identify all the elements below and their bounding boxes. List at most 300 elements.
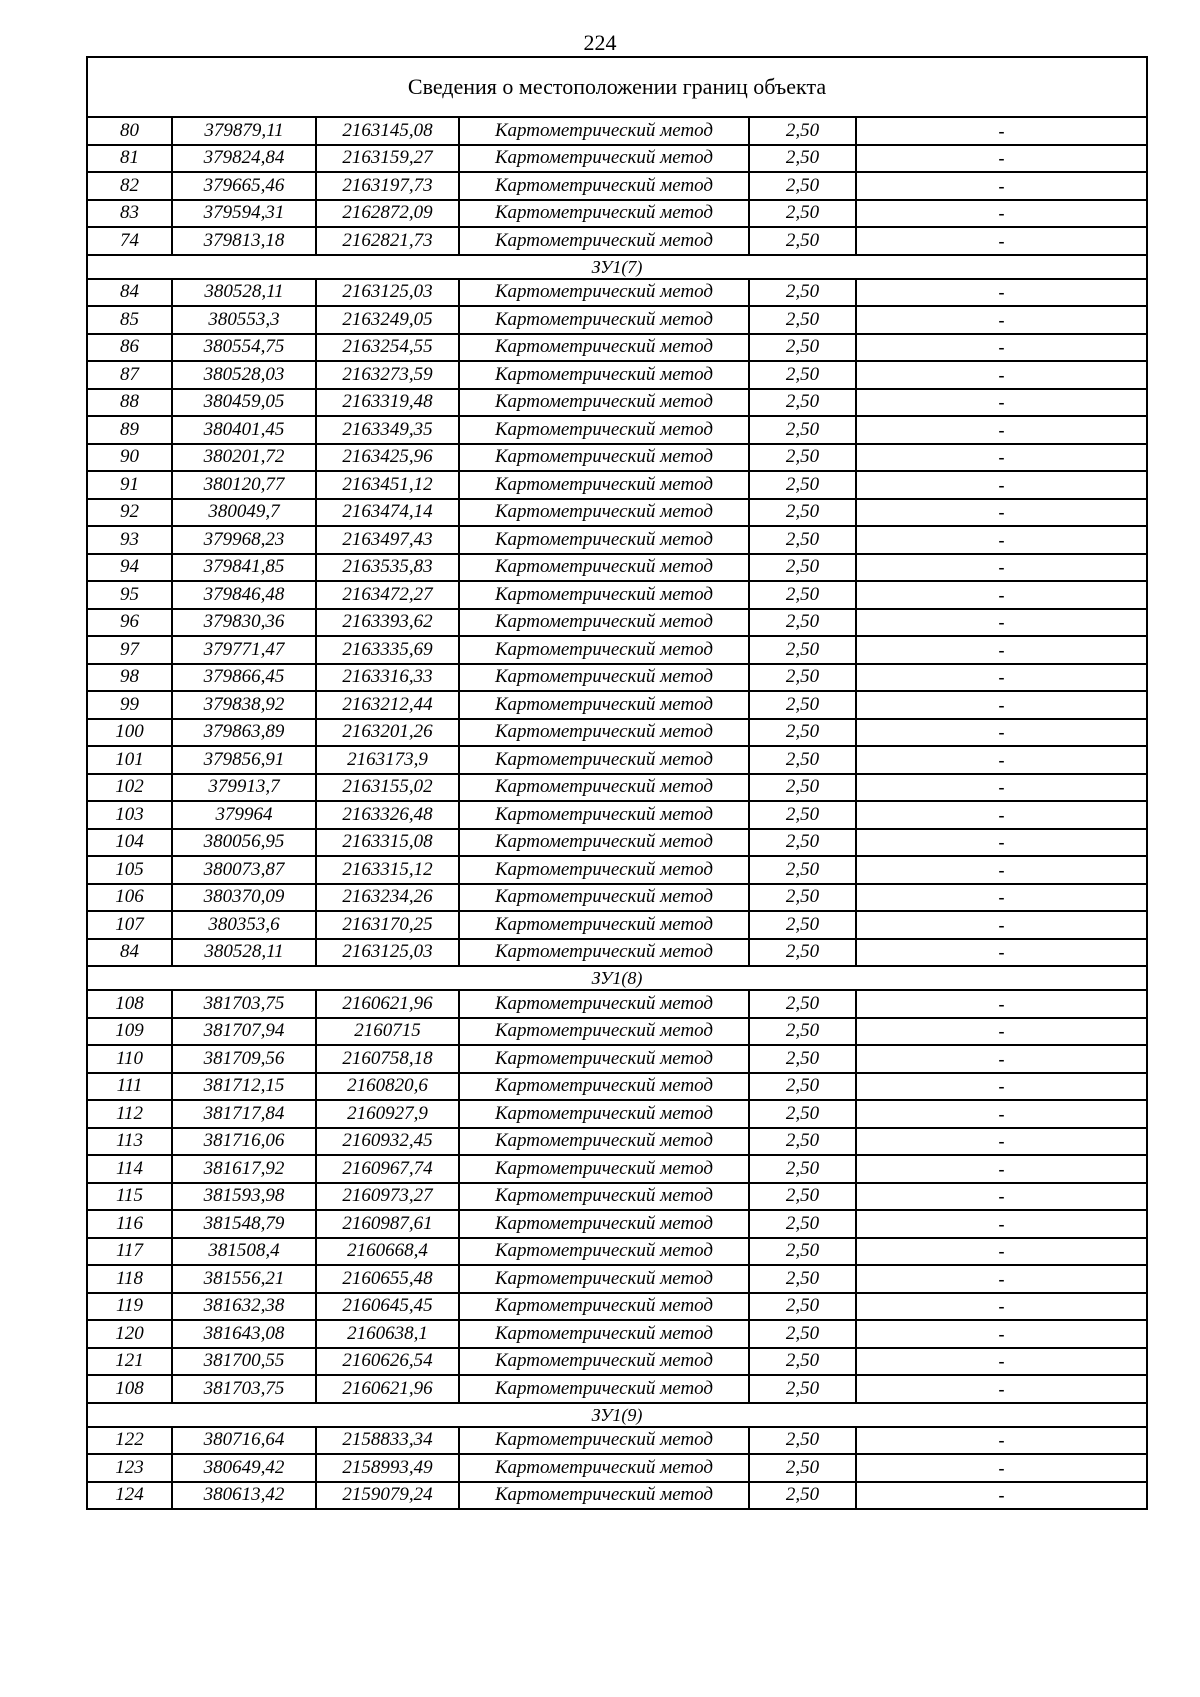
x-coordinate-cell: 379856,91 [172, 746, 316, 774]
table-row [87, 444, 1147, 472]
table-row [87, 746, 1147, 774]
y-coordinate-cell: 2163535,83 [316, 554, 459, 582]
method-cell: Картометрический метод [459, 306, 749, 334]
table-row [87, 361, 1147, 389]
point-number-cell: 110 [87, 1045, 172, 1073]
method-cell: Картометрический метод [459, 1210, 749, 1238]
accuracy-cell: 2,50 [749, 1128, 856, 1156]
x-coordinate-cell: 379866,45 [172, 664, 316, 692]
table-title-row [87, 57, 1147, 117]
table-row [87, 1073, 1147, 1101]
point-number-cell: 100 [87, 719, 172, 747]
note-cell: - [856, 1348, 1147, 1376]
x-coordinate-cell: 381556,21 [172, 1265, 316, 1293]
note-cell: - [856, 334, 1147, 362]
point-number-cell: 89 [87, 416, 172, 444]
y-coordinate-cell: 2163125,03 [316, 279, 459, 307]
method-cell: Картометрический метод [459, 227, 749, 255]
x-coordinate-cell: 379665,46 [172, 172, 316, 200]
note-cell: - [856, 1265, 1147, 1293]
accuracy-cell: 2,50 [749, 172, 856, 200]
table-row [87, 1320, 1147, 1348]
accuracy-cell: 2,50 [749, 1045, 856, 1073]
point-number-cell: 83 [87, 200, 172, 228]
table-row [87, 911, 1147, 939]
method-cell: Картометрический метод [459, 526, 749, 554]
x-coordinate-cell: 380554,75 [172, 334, 316, 362]
method-cell: Картометрический метод [459, 444, 749, 472]
point-number-cell: 109 [87, 1018, 172, 1046]
y-coordinate-cell: 2163159,27 [316, 145, 459, 173]
x-coordinate-cell: 381707,94 [172, 1018, 316, 1046]
table-row [87, 1155, 1147, 1183]
table-row [87, 990, 1147, 1018]
note-cell: - [856, 1128, 1147, 1156]
table-row [87, 172, 1147, 200]
x-coordinate-cell: 381717,84 [172, 1100, 316, 1128]
note-cell: - [856, 1155, 1147, 1183]
point-number-cell: 98 [87, 664, 172, 692]
method-cell: Картометрический метод [459, 719, 749, 747]
x-coordinate-cell: 380049,7 [172, 499, 316, 527]
table-row [87, 1100, 1147, 1128]
section-label: ЗУ1(7) [87, 255, 1147, 279]
accuracy-cell: 2,50 [749, 227, 856, 255]
section-header-row [87, 966, 1147, 990]
x-coordinate-cell: 380716,64 [172, 1427, 316, 1455]
y-coordinate-cell: 2162872,09 [316, 200, 459, 228]
section-label: ЗУ1(8) [87, 966, 1147, 990]
point-number-cell: 95 [87, 581, 172, 609]
point-number-cell: 105 [87, 856, 172, 884]
accuracy-cell: 2,50 [749, 990, 856, 1018]
point-number-cell: 81 [87, 145, 172, 173]
x-coordinate-cell: 381548,79 [172, 1210, 316, 1238]
method-cell: Картометрический метод [459, 691, 749, 719]
table-row [87, 145, 1147, 173]
method-cell: Картометрический метод [459, 990, 749, 1018]
accuracy-cell: 2,50 [749, 609, 856, 637]
y-coordinate-cell: 2163197,73 [316, 172, 459, 200]
method-cell: Картометрический метод [459, 145, 749, 173]
table-row [87, 554, 1147, 582]
point-number-cell: 103 [87, 801, 172, 829]
y-coordinate-cell: 2162821,73 [316, 227, 459, 255]
x-coordinate-cell: 381712,15 [172, 1073, 316, 1101]
accuracy-cell: 2,50 [749, 636, 856, 664]
table-row [87, 526, 1147, 554]
note-cell: - [856, 911, 1147, 939]
method-cell: Картометрический метод [459, 911, 749, 939]
method-cell: Картометрический метод [459, 279, 749, 307]
table-row [87, 389, 1147, 417]
x-coordinate-cell: 379594,31 [172, 200, 316, 228]
method-cell: Картометрический метод [459, 554, 749, 582]
x-coordinate-cell: 379838,92 [172, 691, 316, 719]
table-row [87, 334, 1147, 362]
point-number-cell: 84 [87, 939, 172, 967]
table-row [87, 609, 1147, 637]
x-coordinate-cell: 381593,98 [172, 1183, 316, 1211]
method-cell: Картометрический метод [459, 581, 749, 609]
point-number-cell: 113 [87, 1128, 172, 1156]
point-number-cell: 74 [87, 227, 172, 255]
method-cell: Картометрический метод [459, 1454, 749, 1482]
note-cell: - [856, 774, 1147, 802]
method-cell: Картометрический метод [459, 829, 749, 857]
y-coordinate-cell: 2160758,18 [316, 1045, 459, 1073]
table-row [87, 200, 1147, 228]
y-coordinate-cell: 2160927,9 [316, 1100, 459, 1128]
point-number-cell: 116 [87, 1210, 172, 1238]
method-cell: Картометрический метод [459, 1427, 749, 1455]
y-coordinate-cell: 2160638,1 [316, 1320, 459, 1348]
accuracy-cell: 2,50 [749, 499, 856, 527]
note-cell: - [856, 1183, 1147, 1211]
method-cell: Картометрический метод [459, 609, 749, 637]
point-number-cell: 108 [87, 990, 172, 1018]
note-cell: - [856, 306, 1147, 334]
x-coordinate-cell: 380120,77 [172, 471, 316, 499]
note-cell: - [856, 526, 1147, 554]
table-row [87, 117, 1147, 145]
boundary-coordinates-table [86, 56, 1148, 1510]
accuracy-cell: 2,50 [749, 117, 856, 145]
y-coordinate-cell: 2163201,26 [316, 719, 459, 747]
accuracy-cell: 2,50 [749, 444, 856, 472]
accuracy-cell: 2,50 [749, 1238, 856, 1266]
y-coordinate-cell: 2160621,96 [316, 1375, 459, 1403]
y-coordinate-cell: 2160715 [316, 1018, 459, 1046]
y-coordinate-cell: 2160973,27 [316, 1183, 459, 1211]
note-cell: - [856, 609, 1147, 637]
y-coordinate-cell: 2163254,55 [316, 334, 459, 362]
y-coordinate-cell: 2160967,74 [316, 1155, 459, 1183]
method-cell: Картометрический метод [459, 1018, 749, 1046]
table-row [87, 581, 1147, 609]
y-coordinate-cell: 2163451,12 [316, 471, 459, 499]
x-coordinate-cell: 379968,23 [172, 526, 316, 554]
method-cell: Картометрический метод [459, 499, 749, 527]
x-coordinate-cell: 380528,11 [172, 279, 316, 307]
accuracy-cell: 2,50 [749, 416, 856, 444]
note-cell: - [856, 636, 1147, 664]
table-row [87, 499, 1147, 527]
x-coordinate-cell: 381703,75 [172, 1375, 316, 1403]
point-number-cell: 114 [87, 1155, 172, 1183]
y-coordinate-cell: 2163316,33 [316, 664, 459, 692]
note-cell: - [856, 471, 1147, 499]
method-cell: Картометрический метод [459, 1073, 749, 1101]
accuracy-cell: 2,50 [749, 664, 856, 692]
point-number-cell: 111 [87, 1073, 172, 1101]
method-cell: Картометрический метод [459, 939, 749, 967]
accuracy-cell: 2,50 [749, 279, 856, 307]
method-cell: Картометрический метод [459, 200, 749, 228]
method-cell: Картометрический метод [459, 884, 749, 912]
note-cell: - [856, 939, 1147, 967]
table-row [87, 829, 1147, 857]
y-coordinate-cell: 2160820,6 [316, 1073, 459, 1101]
table-row [87, 1018, 1147, 1046]
method-cell: Картометрический метод [459, 801, 749, 829]
point-number-cell: 118 [87, 1265, 172, 1293]
point-number-cell: 99 [87, 691, 172, 719]
point-number-cell: 115 [87, 1183, 172, 1211]
point-number-cell: 93 [87, 526, 172, 554]
method-cell: Картометрический метод [459, 1128, 749, 1156]
method-cell: Картометрический метод [459, 1375, 749, 1403]
point-number-cell: 87 [87, 361, 172, 389]
method-cell: Картометрический метод [459, 856, 749, 884]
note-cell: - [856, 227, 1147, 255]
note-cell: - [856, 719, 1147, 747]
y-coordinate-cell: 2160932,45 [316, 1128, 459, 1156]
table-row [87, 1128, 1147, 1156]
note-cell: - [856, 416, 1147, 444]
point-number-cell: 123 [87, 1454, 172, 1482]
note-cell: - [856, 664, 1147, 692]
y-coordinate-cell: 2163249,05 [316, 306, 459, 334]
note-cell: - [856, 1454, 1147, 1482]
table-row [87, 416, 1147, 444]
table-row [87, 1265, 1147, 1293]
note-cell: - [856, 691, 1147, 719]
table-row [87, 939, 1147, 967]
y-coordinate-cell: 2160655,48 [316, 1265, 459, 1293]
note-cell: - [856, 499, 1147, 527]
section-label: ЗУ1(9) [87, 1403, 1147, 1427]
x-coordinate-cell: 380649,42 [172, 1454, 316, 1482]
method-cell: Картометрический метод [459, 361, 749, 389]
x-coordinate-cell: 379824,84 [172, 145, 316, 173]
y-coordinate-cell: 2158833,34 [316, 1427, 459, 1455]
x-coordinate-cell: 381716,06 [172, 1128, 316, 1156]
point-number-cell: 92 [87, 499, 172, 527]
accuracy-cell: 2,50 [749, 1375, 856, 1403]
point-number-cell: 104 [87, 829, 172, 857]
x-coordinate-cell: 380056,95 [172, 829, 316, 857]
y-coordinate-cell: 2163393,62 [316, 609, 459, 637]
accuracy-cell: 2,50 [749, 746, 856, 774]
x-coordinate-cell: 380553,3 [172, 306, 316, 334]
x-coordinate-cell: 381643,08 [172, 1320, 316, 1348]
accuracy-cell: 2,50 [749, 334, 856, 362]
accuracy-cell: 2,50 [749, 554, 856, 582]
x-coordinate-cell: 379841,85 [172, 554, 316, 582]
accuracy-cell: 2,50 [749, 719, 856, 747]
point-number-cell: 80 [87, 117, 172, 145]
y-coordinate-cell: 2160668,4 [316, 1238, 459, 1266]
method-cell: Картометрический метод [459, 636, 749, 664]
x-coordinate-cell: 381632,38 [172, 1293, 316, 1321]
table-row [87, 306, 1147, 334]
table-row [87, 227, 1147, 255]
accuracy-cell: 2,50 [749, 774, 856, 802]
x-coordinate-cell: 379830,36 [172, 609, 316, 637]
note-cell: - [856, 145, 1147, 173]
method-cell: Картометрический метод [459, 1183, 749, 1211]
method-cell: Картометрический метод [459, 172, 749, 200]
point-number-cell: 107 [87, 911, 172, 939]
x-coordinate-cell: 381700,55 [172, 1348, 316, 1376]
point-number-cell: 102 [87, 774, 172, 802]
x-coordinate-cell: 381508,4 [172, 1238, 316, 1266]
table-row [87, 1427, 1147, 1455]
accuracy-cell: 2,50 [749, 1482, 856, 1510]
y-coordinate-cell: 2163474,14 [316, 499, 459, 527]
x-coordinate-cell: 380353,6 [172, 911, 316, 939]
note-cell: - [856, 1482, 1147, 1510]
note-cell: - [856, 1100, 1147, 1128]
point-number-cell: 124 [87, 1482, 172, 1510]
accuracy-cell: 2,50 [749, 1155, 856, 1183]
table-row [87, 1238, 1147, 1266]
y-coordinate-cell: 2160987,61 [316, 1210, 459, 1238]
table-row [87, 1482, 1147, 1510]
point-number-cell: 117 [87, 1238, 172, 1266]
y-coordinate-cell: 2163315,12 [316, 856, 459, 884]
y-coordinate-cell: 2163326,48 [316, 801, 459, 829]
accuracy-cell: 2,50 [749, 1073, 856, 1101]
accuracy-cell: 2,50 [749, 911, 856, 939]
table-row [87, 1293, 1147, 1321]
accuracy-cell: 2,50 [749, 1348, 856, 1376]
note-cell: - [856, 389, 1147, 417]
note-cell: - [856, 581, 1147, 609]
y-coordinate-cell: 2160645,45 [316, 1293, 459, 1321]
section-header-row [87, 255, 1147, 279]
table-row [87, 1454, 1147, 1482]
note-cell: - [856, 172, 1147, 200]
x-coordinate-cell: 380459,05 [172, 389, 316, 417]
accuracy-cell: 2,50 [749, 200, 856, 228]
point-number-cell: 121 [87, 1348, 172, 1376]
table-row [87, 1348, 1147, 1376]
accuracy-cell: 2,50 [749, 361, 856, 389]
method-cell: Картометрический метод [459, 774, 749, 802]
x-coordinate-cell: 381617,92 [172, 1155, 316, 1183]
x-coordinate-cell: 379879,11 [172, 117, 316, 145]
note-cell: - [856, 829, 1147, 857]
y-coordinate-cell: 2163319,48 [316, 389, 459, 417]
x-coordinate-cell: 379863,89 [172, 719, 316, 747]
accuracy-cell: 2,50 [749, 1427, 856, 1455]
method-cell: Картометрический метод [459, 1238, 749, 1266]
table-row [87, 471, 1147, 499]
accuracy-cell: 2,50 [749, 471, 856, 499]
accuracy-cell: 2,50 [749, 1210, 856, 1238]
note-cell: - [856, 801, 1147, 829]
method-cell: Картометрический метод [459, 471, 749, 499]
page-number: 224 [583, 30, 617, 55]
x-coordinate-cell: 381709,56 [172, 1045, 316, 1073]
section-header-row [87, 1403, 1147, 1427]
table-title: Сведения о местоположении границ объекта [87, 57, 1147, 117]
point-number-cell: 101 [87, 746, 172, 774]
note-cell: - [856, 444, 1147, 472]
y-coordinate-cell: 2163170,25 [316, 911, 459, 939]
y-coordinate-cell: 2163425,96 [316, 444, 459, 472]
accuracy-cell: 2,50 [749, 1018, 856, 1046]
method-cell: Картометрический метод [459, 746, 749, 774]
accuracy-cell: 2,50 [749, 1100, 856, 1128]
accuracy-cell: 2,50 [749, 856, 856, 884]
y-coordinate-cell: 2163273,59 [316, 361, 459, 389]
x-coordinate-cell: 380613,42 [172, 1482, 316, 1510]
method-cell: Картометрический метод [459, 1348, 749, 1376]
y-coordinate-cell: 2163315,08 [316, 829, 459, 857]
note-cell: - [856, 1427, 1147, 1455]
accuracy-cell: 2,50 [749, 581, 856, 609]
table-row [87, 1045, 1147, 1073]
y-coordinate-cell: 2163125,03 [316, 939, 459, 967]
point-number-cell: 120 [87, 1320, 172, 1348]
x-coordinate-cell: 380201,72 [172, 444, 316, 472]
accuracy-cell: 2,50 [749, 1454, 856, 1482]
note-cell: - [856, 856, 1147, 884]
table-body [87, 57, 1147, 1509]
table-row [87, 1375, 1147, 1403]
x-coordinate-cell: 379771,47 [172, 636, 316, 664]
point-number-cell: 85 [87, 306, 172, 334]
point-number-cell: 96 [87, 609, 172, 637]
method-cell: Картометрический метод [459, 1293, 749, 1321]
note-cell: - [856, 1018, 1147, 1046]
point-number-cell: 108 [87, 1375, 172, 1403]
method-cell: Картометрический метод [459, 389, 749, 417]
method-cell: Картометрический метод [459, 416, 749, 444]
accuracy-cell: 2,50 [749, 1320, 856, 1348]
x-coordinate-cell: 379964 [172, 801, 316, 829]
x-coordinate-cell: 380370,09 [172, 884, 316, 912]
x-coordinate-cell: 379846,48 [172, 581, 316, 609]
y-coordinate-cell: 2163335,69 [316, 636, 459, 664]
note-cell: - [856, 884, 1147, 912]
table-row [87, 636, 1147, 664]
y-coordinate-cell: 2163349,35 [316, 416, 459, 444]
method-cell: Картометрический метод [459, 1155, 749, 1183]
table-row [87, 1183, 1147, 1211]
point-number-cell: 94 [87, 554, 172, 582]
note-cell: - [856, 1210, 1147, 1238]
x-coordinate-cell: 379813,18 [172, 227, 316, 255]
method-cell: Картометрический метод [459, 1482, 749, 1510]
table-row [87, 1210, 1147, 1238]
accuracy-cell: 2,50 [749, 801, 856, 829]
method-cell: Картометрический метод [459, 117, 749, 145]
point-number-cell: 112 [87, 1100, 172, 1128]
accuracy-cell: 2,50 [749, 939, 856, 967]
method-cell: Картометрический метод [459, 664, 749, 692]
note-cell: - [856, 1073, 1147, 1101]
point-number-cell: 106 [87, 884, 172, 912]
note-cell: - [856, 990, 1147, 1018]
note-cell: - [856, 1320, 1147, 1348]
table-row [87, 279, 1147, 307]
accuracy-cell: 2,50 [749, 389, 856, 417]
y-coordinate-cell: 2163497,43 [316, 526, 459, 554]
table-row [87, 774, 1147, 802]
point-number-cell: 86 [87, 334, 172, 362]
y-coordinate-cell: 2163234,26 [316, 884, 459, 912]
accuracy-cell: 2,50 [749, 884, 856, 912]
point-number-cell: 82 [87, 172, 172, 200]
accuracy-cell: 2,50 [749, 829, 856, 857]
point-number-cell: 122 [87, 1427, 172, 1455]
accuracy-cell: 2,50 [749, 526, 856, 554]
x-coordinate-cell: 380528,11 [172, 939, 316, 967]
